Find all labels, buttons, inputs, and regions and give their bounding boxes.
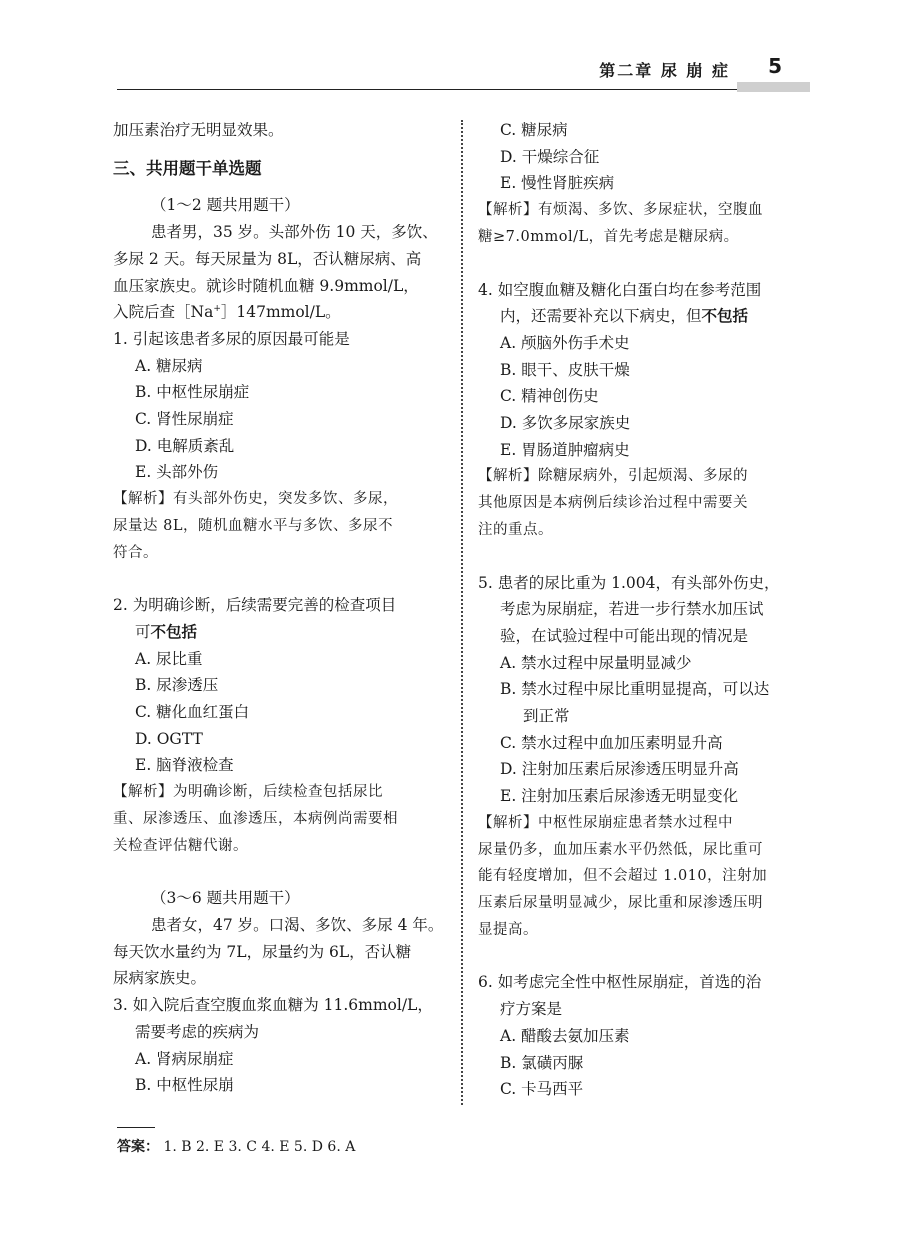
question-2: 2. 为明确诊断，后续需要完善的检查项目: [113, 596, 397, 615]
option: D. 干燥综合征: [500, 147, 600, 166]
left-column: [113, 117, 458, 1099]
option: C. 精神创伤史: [500, 387, 599, 406]
option: A. 禁水过程中尿量明显减少: [500, 653, 692, 672]
option: E. 注射加压素后尿渗透无明显变化: [500, 787, 739, 806]
answer-key-label: 答案：: [117, 1139, 159, 1155]
option: D. OGTT: [135, 729, 203, 748]
footnote-rule: [117, 1127, 155, 1128]
option: C. 肾性尿崩症: [135, 410, 234, 429]
question-6-cont: 疗方案是: [500, 1000, 563, 1019]
analysis-line: 【解析】中枢性尿崩症患者禁水过程中: [478, 814, 733, 831]
header-rule: [117, 89, 737, 90]
case-stem-line: 血压家族史。就诊时随机血糖 9.9mmol/L，: [113, 276, 419, 295]
question-5: 5. 患者的尿比重为 1.004，有头部外伤史，: [478, 573, 780, 592]
analysis-line: 【解析】为明确诊断，后续检查包括尿比: [113, 784, 383, 801]
chapter-title: 第二章 尿 崩 症: [599, 61, 730, 80]
question-5-cont: 验，在试验过程中可能出现的情况是: [500, 626, 749, 645]
question-2-cont: [113, 619, 458, 646]
option: B. 氯磺丙脲: [500, 1053, 584, 1072]
superscript: +: [213, 304, 221, 315]
case-stem-line: 尿病家族史。: [113, 969, 207, 988]
analysis-line: 重、尿渗透压、血渗透压，本病例尚需要相: [113, 810, 398, 827]
page-number: 5: [768, 54, 782, 78]
emphasis-text: 不包括: [150, 622, 198, 641]
analysis-line: 尿量仍多，血加压素水平仍然低，尿比重可: [478, 841, 763, 858]
analysis-line: 糖≥7.0mmol/L，首先考虑是糖尿病。: [478, 228, 739, 245]
group-label: （3～6 题共用题干）: [151, 889, 300, 908]
answer-key-values: 1. B 2. E 3. C 4. E 5. D 6. A: [163, 1139, 356, 1155]
option: A. 醋酸去氨加压素: [500, 1026, 630, 1045]
option-cont: 到正常: [523, 707, 570, 726]
option: B. 中枢性尿崩: [135, 1076, 234, 1095]
option: B. 眼干、皮肤干燥: [500, 360, 630, 379]
option: C. 糖尿病: [500, 121, 568, 139]
option: D. 注射加压素后尿渗透压明显升高: [500, 760, 739, 779]
case-stem-line: 患者女，47 岁。口渴、多饮、多尿 4 年。: [151, 915, 444, 934]
case-stem-line: 多尿 2 天。每天尿量为 8L，否认糖尿病、高: [113, 249, 422, 268]
question-4: 4. 如空腹血糖及糖化白蛋白均在参考范围: [478, 280, 762, 299]
analysis-line: 【解析】除糖尿病外，引起烦渴、多尿的: [478, 468, 748, 485]
case-stem-line: [113, 299, 458, 326]
option: A. 尿比重: [135, 649, 203, 668]
emphasis-text: 不包括: [701, 307, 749, 326]
question-3: 3. 如入院后查空腹血浆血糖为 11.6mmol/L，: [113, 996, 433, 1015]
question-4-cont: [478, 303, 823, 330]
case-stem-line: 患者男，35 岁。头部外伤 10 天，多饮、: [151, 223, 438, 242]
option: C. 禁水过程中血加压素明显升高: [500, 733, 723, 752]
option: B. 尿渗透压: [135, 676, 219, 695]
section-title: 三、共用题干单选题: [113, 158, 262, 178]
carry-over-text: 加压素治疗无明显效果。: [113, 121, 284, 139]
option: E. 脑脊液检查: [135, 756, 234, 775]
option: B. 中枢性尿崩症: [135, 383, 250, 402]
option: E. 胃肠道肿瘤病史: [500, 440, 630, 459]
option: A. 肾病尿崩症: [135, 1049, 234, 1068]
option: C. 糖化血红蛋白: [135, 703, 250, 722]
question-3-cont: 需要考虑的疾病为: [135, 1022, 260, 1041]
option: E. 慢性肾脏疾病: [500, 174, 615, 193]
stem-text: 入院后查［Na: [113, 303, 214, 322]
question-6: 6. 如考虑完全性中枢性尿崩症，首选的治: [478, 973, 762, 992]
analysis-line: 能有轻度增加，但不会超过 1.010，注射加: [478, 868, 768, 885]
option: B. 禁水过程中尿比重明显提高，可以达: [500, 680, 770, 699]
option: C. 卡马西平: [500, 1080, 584, 1099]
analysis-line: 压素后尿量明显减少，尿比重和尿渗透压明: [478, 894, 763, 911]
question-text: 内，还需要补充以下病史，但: [500, 307, 702, 326]
analysis-line: 【解析】有头部外伤史，突发多饮、多尿，: [113, 491, 398, 508]
analysis-line: 【解析】有烦渴、多饮、多尿症状，空腹血: [478, 202, 763, 219]
analysis-line: 显提高。: [478, 921, 538, 938]
option: A. 颅脑外伤手术史: [500, 333, 630, 352]
question-1: 1. 引起该患者多尿的原因最可能是: [113, 329, 350, 348]
analysis-line: 尿量达 8L，随机血糖水平与多饮、多尿不: [113, 517, 393, 534]
option: A. 糖尿病: [135, 356, 203, 375]
analysis-line: 注的重点。: [478, 521, 553, 538]
page-header: [117, 52, 810, 92]
group-label: （1～2 题共用题干）: [151, 196, 300, 215]
header-bar: [737, 82, 810, 92]
case-stem-line: 每天饮水量约为 7L，尿量约为 6L，否认糖: [113, 942, 412, 961]
answer-key: [117, 1136, 355, 1156]
analysis-line: 其他原因是本病例后续诊治过程中需要关: [478, 495, 748, 512]
option: E. 头部外伤: [135, 463, 219, 482]
analysis-line: 符合。: [113, 544, 158, 561]
column-divider: [461, 120, 463, 1105]
question-text: 可: [135, 622, 151, 641]
option: D. 多饮多尿家族史: [500, 414, 631, 433]
analysis-line: 关检查评估糖代谢。: [113, 837, 248, 854]
stem-text: ］147mmol/L。: [220, 303, 341, 322]
right-column: [478, 117, 823, 1103]
question-5-cont: 考虑为尿崩症，若进一步行禁水加压试: [500, 600, 764, 619]
option: D. 电解质紊乱: [135, 436, 235, 455]
